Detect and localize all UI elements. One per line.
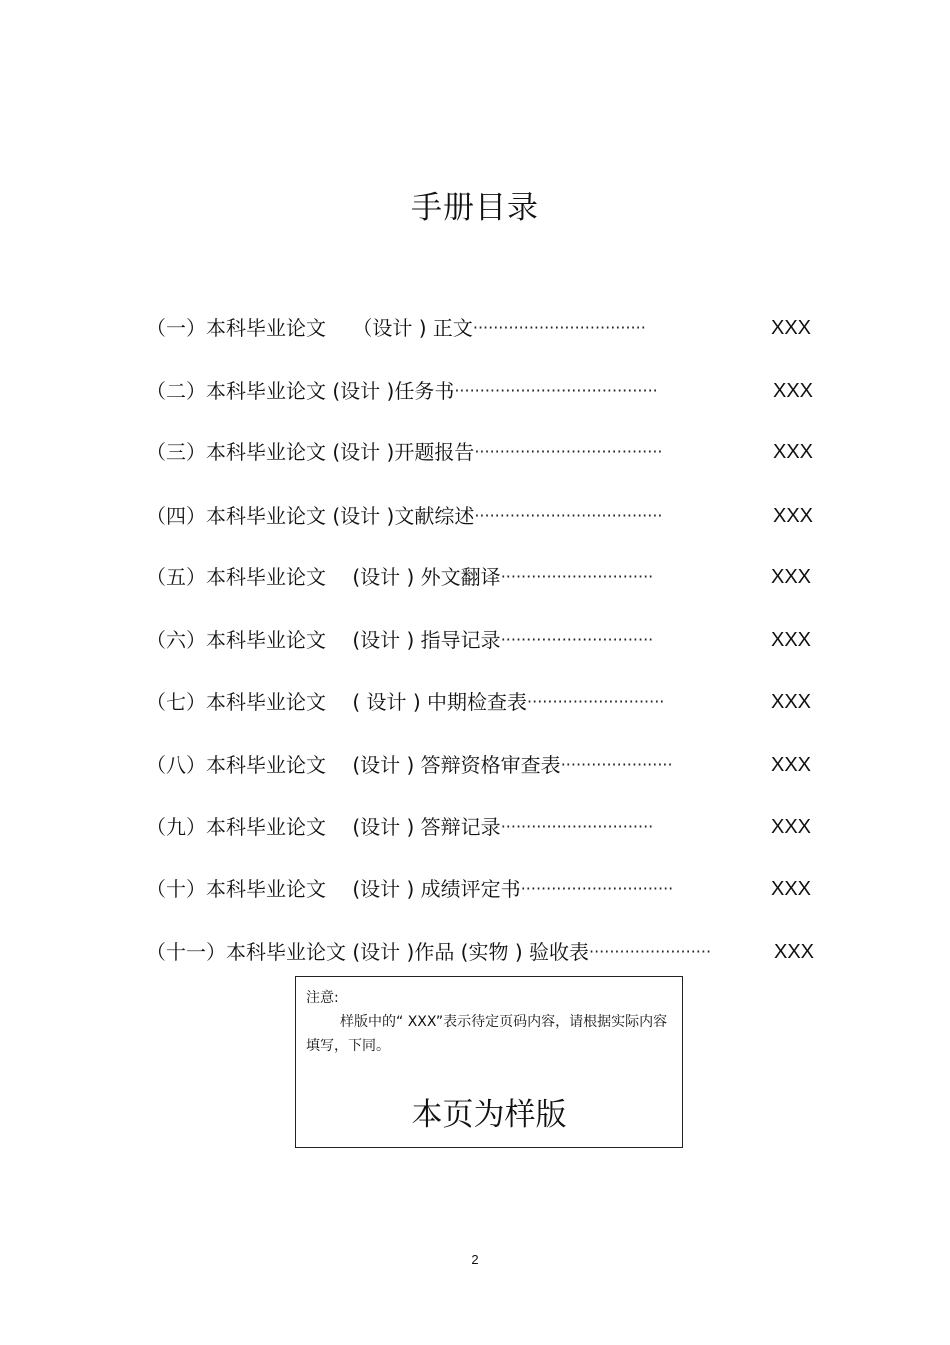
toc-page-number: XXX [773, 380, 814, 402]
toc-entry-label: （十）本科毕业论文 (设计 ) 成绩评定书 [146, 877, 521, 901]
toc-page-number: XXX [774, 941, 815, 963]
notice-body: 样版中的“ XXX”表示待定页码内容，请根据实际内容填写，下同。 [306, 1014, 668, 1054]
toc-entry-7[interactable] [146, 687, 664, 717]
page-number: 2 [471, 1252, 479, 1267]
toc-leader-dots: ························ [589, 942, 712, 961]
toc-page-number: XXX [773, 441, 814, 463]
toc-page-number: XXX [771, 754, 812, 776]
toc-entry-label: （六）本科毕业论文 (设计 ) 指导记录 [146, 628, 501, 652]
toc-entry-5[interactable] [146, 562, 653, 592]
toc-entry-label: （五）本科毕业论文 (设计 ) 外文翻译 [146, 565, 501, 589]
toc-entry-9[interactable] [146, 812, 653, 842]
notice-heading: 注意: [306, 990, 339, 1006]
page-title: 手册目录 [411, 190, 539, 226]
toc-entry-label: （十一）本科毕业论文 (设计 )作品 (实物 ) 验收表 [146, 940, 589, 964]
toc-leader-dots: ······························ [500, 817, 654, 836]
toc-entry-8[interactable] [146, 750, 673, 780]
toc-entry-label: （二）本科毕业论文 (设计 )任务书 [146, 379, 455, 403]
toc-leader-dots: ····································· [474, 442, 663, 461]
toc-entry-6[interactable] [146, 625, 653, 655]
toc-entry-label: （三）本科毕业论文 (设计 )开题报告 [146, 440, 475, 464]
toc-entry-label: （七）本科毕业论文 ( 设计 ) 中期检查表 [146, 690, 528, 714]
toc-entry-4[interactable] [146, 501, 663, 531]
toc-entry-11[interactable] [146, 937, 711, 967]
toc-leader-dots: ··························· [527, 692, 665, 711]
toc-entry-label: （九）本科毕业论文 (设计 ) 答辩记录 [146, 815, 501, 839]
notice-box [295, 976, 683, 1148]
toc-entry-3[interactable] [146, 437, 663, 467]
toc-leader-dots: ······························ [500, 567, 654, 586]
sample-page-stamp: 本页为样版 [411, 1097, 567, 1133]
toc-page-number: XXX [771, 816, 812, 838]
toc-leader-dots: ·································· [472, 318, 646, 337]
toc-leader-dots: ······················ [560, 755, 673, 774]
toc-entry-label: （八）本科毕业论文 (设计 ) 答辩资格审查表 [146, 753, 561, 777]
toc-page-number: XXX [773, 505, 814, 527]
toc-leader-dots: ······························ [500, 630, 654, 649]
toc-entry-label: （一）本科毕业论文 （设计 ) 正文 [146, 316, 473, 340]
toc-page-number: XXX [771, 878, 812, 900]
toc-entry-10[interactable] [146, 874, 673, 904]
toc-entry-2[interactable] [146, 376, 658, 406]
toc-page-number: XXX [771, 629, 812, 651]
toc-page-number: XXX [771, 691, 812, 713]
toc-leader-dots: ······························ [520, 879, 674, 898]
toc-page-number: XXX [771, 317, 812, 339]
toc-leader-dots: ········································ [454, 381, 658, 400]
toc-entry-1[interactable] [146, 313, 646, 343]
toc-entry-label: （四）本科毕业论文 (设计 )文献综述 [146, 504, 475, 528]
toc-page-number: XXX [771, 566, 812, 588]
toc-leader-dots: ····································· [474, 506, 663, 525]
